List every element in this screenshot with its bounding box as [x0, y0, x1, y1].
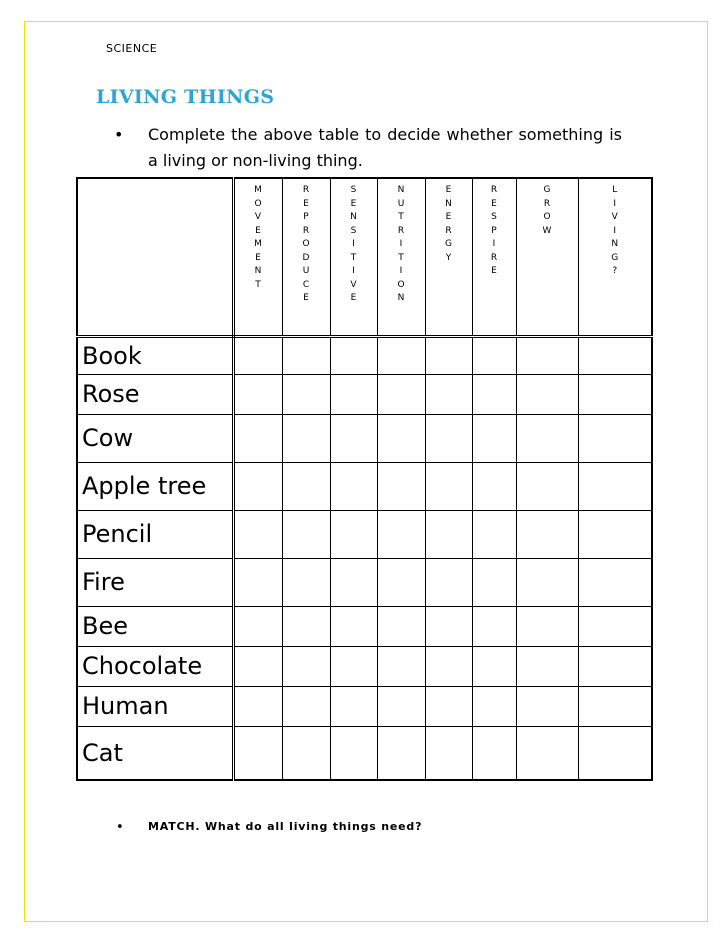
- page-title: LIVING THINGS: [96, 86, 275, 108]
- column-header-living: L I V I N G ?: [578, 178, 652, 336]
- answer-cell[interactable]: [425, 606, 472, 646]
- answer-cell[interactable]: [425, 510, 472, 558]
- instruction-text: Complete the above table to decide whether something is a living or non-living thing.: [148, 125, 622, 170]
- answer-cell[interactable]: [233, 646, 282, 686]
- answer-cell[interactable]: [472, 510, 516, 558]
- row-label: Book: [77, 336, 233, 374]
- row-label: Chocolate: [77, 646, 233, 686]
- answer-cell[interactable]: [330, 336, 377, 374]
- answer-cell[interactable]: [516, 726, 578, 780]
- answer-cell[interactable]: [578, 558, 652, 606]
- answer-cell[interactable]: [233, 510, 282, 558]
- answer-cell[interactable]: [472, 646, 516, 686]
- answer-cell[interactable]: [282, 510, 330, 558]
- answer-cell[interactable]: [516, 374, 578, 414]
- answer-cell[interactable]: [425, 726, 472, 780]
- table-row: [77, 686, 652, 726]
- answer-cell[interactable]: [377, 414, 425, 462]
- corner-cell: [77, 178, 233, 336]
- answer-cell[interactable]: [516, 414, 578, 462]
- answer-cell[interactable]: [425, 336, 472, 374]
- answer-cell[interactable]: [233, 606, 282, 646]
- answer-cell[interactable]: [330, 374, 377, 414]
- answer-cell[interactable]: [282, 374, 330, 414]
- answer-cell[interactable]: [233, 726, 282, 780]
- answer-cell[interactable]: [330, 510, 377, 558]
- answer-cell[interactable]: [282, 462, 330, 510]
- answer-cell[interactable]: [472, 336, 516, 374]
- answer-cell[interactable]: [516, 606, 578, 646]
- row-label: Human: [77, 686, 233, 726]
- column-header-respire: R E S P I R E: [472, 178, 516, 336]
- row-label: Cat: [77, 726, 233, 780]
- answer-cell[interactable]: [282, 686, 330, 726]
- table-row: [77, 336, 652, 374]
- answer-cell[interactable]: [330, 558, 377, 606]
- answer-cell[interactable]: [233, 336, 282, 374]
- answer-cell[interactable]: [578, 646, 652, 686]
- footer-bullet: •: [116, 820, 124, 835]
- answer-cell[interactable]: [330, 646, 377, 686]
- answer-cell[interactable]: [516, 646, 578, 686]
- table-row: [77, 374, 652, 414]
- table-row: [77, 646, 652, 686]
- table-row: [77, 462, 652, 510]
- answer-cell[interactable]: [472, 558, 516, 606]
- answer-cell[interactable]: [578, 374, 652, 414]
- answer-cell[interactable]: [425, 414, 472, 462]
- answer-cell[interactable]: [516, 558, 578, 606]
- answer-cell[interactable]: [330, 686, 377, 726]
- answer-cell[interactable]: [425, 374, 472, 414]
- table-row: [77, 558, 652, 606]
- answer-cell[interactable]: [330, 462, 377, 510]
- answer-cell[interactable]: [282, 726, 330, 780]
- answer-cell[interactable]: [377, 606, 425, 646]
- row-label: Fire: [77, 558, 233, 606]
- answer-cell[interactable]: [330, 414, 377, 462]
- row-label: Apple tree: [77, 462, 233, 510]
- table-row: [77, 726, 652, 780]
- answer-cell[interactable]: [472, 414, 516, 462]
- answer-cell[interactable]: [282, 336, 330, 374]
- answer-cell[interactable]: [377, 510, 425, 558]
- answer-cell[interactable]: [472, 686, 516, 726]
- instruction-bullet: •: [114, 125, 124, 144]
- column-header-energy: E N E R G Y: [425, 178, 472, 336]
- answer-cell[interactable]: [282, 606, 330, 646]
- row-label: Pencil: [77, 510, 233, 558]
- answer-cell[interactable]: [425, 462, 472, 510]
- answer-cell[interactable]: [516, 686, 578, 726]
- column-header-movement: M O V E M E N T: [233, 178, 282, 336]
- living-things-table: [76, 177, 653, 781]
- row-label: Rose: [77, 374, 233, 414]
- answer-cell[interactable]: [472, 726, 516, 780]
- answer-cell[interactable]: [377, 462, 425, 510]
- table-row: [77, 414, 652, 462]
- answer-cell[interactable]: [578, 510, 652, 558]
- column-header-nutrition: N U T R I T I O N: [377, 178, 425, 336]
- answer-cell[interactable]: [377, 374, 425, 414]
- answer-cell[interactable]: [330, 726, 377, 780]
- answer-cell[interactable]: [233, 374, 282, 414]
- answer-cell[interactable]: [233, 414, 282, 462]
- answer-cell[interactable]: [377, 726, 425, 780]
- column-header-sensitive: S E N S I T I V E: [330, 178, 377, 336]
- answer-cell[interactable]: [472, 374, 516, 414]
- answer-cell[interactable]: [233, 462, 282, 510]
- column-header-reproduce: R E P R O D U C E: [282, 178, 330, 336]
- table-row: [77, 510, 652, 558]
- answer-cell[interactable]: [425, 558, 472, 606]
- answer-cell[interactable]: [472, 606, 516, 646]
- answer-cell[interactable]: [578, 726, 652, 780]
- row-label: Bee: [77, 606, 233, 646]
- answer-cell[interactable]: [578, 414, 652, 462]
- answer-cell[interactable]: [516, 336, 578, 374]
- header-row: [77, 178, 652, 336]
- answer-cell[interactable]: [425, 646, 472, 686]
- answer-cell[interactable]: [516, 462, 578, 510]
- table-body: [77, 336, 652, 780]
- answer-cell[interactable]: [472, 462, 516, 510]
- answer-cell[interactable]: [516, 510, 578, 558]
- row-label: Cow: [77, 414, 233, 462]
- answer-cell[interactable]: [377, 686, 425, 726]
- answer-cell[interactable]: [578, 462, 652, 510]
- answer-cell[interactable]: [425, 686, 472, 726]
- answer-cell[interactable]: [282, 646, 330, 686]
- answer-cell[interactable]: [233, 686, 282, 726]
- column-header-grow: G R O W: [516, 178, 578, 336]
- answer-cell[interactable]: [578, 606, 652, 646]
- answer-cell[interactable]: [282, 414, 330, 462]
- answer-cell[interactable]: [377, 336, 425, 374]
- answer-cell[interactable]: [377, 646, 425, 686]
- answer-cell[interactable]: [282, 558, 330, 606]
- answer-cell[interactable]: [330, 606, 377, 646]
- match-question: MATCH. What do all living things need?: [148, 820, 423, 833]
- table-row: [77, 606, 652, 646]
- answer-cell[interactable]: [578, 686, 652, 726]
- subject-label: SCIENCE: [106, 42, 158, 55]
- answer-cell[interactable]: [233, 558, 282, 606]
- answer-cell[interactable]: [377, 558, 425, 606]
- answer-cell[interactable]: [578, 336, 652, 374]
